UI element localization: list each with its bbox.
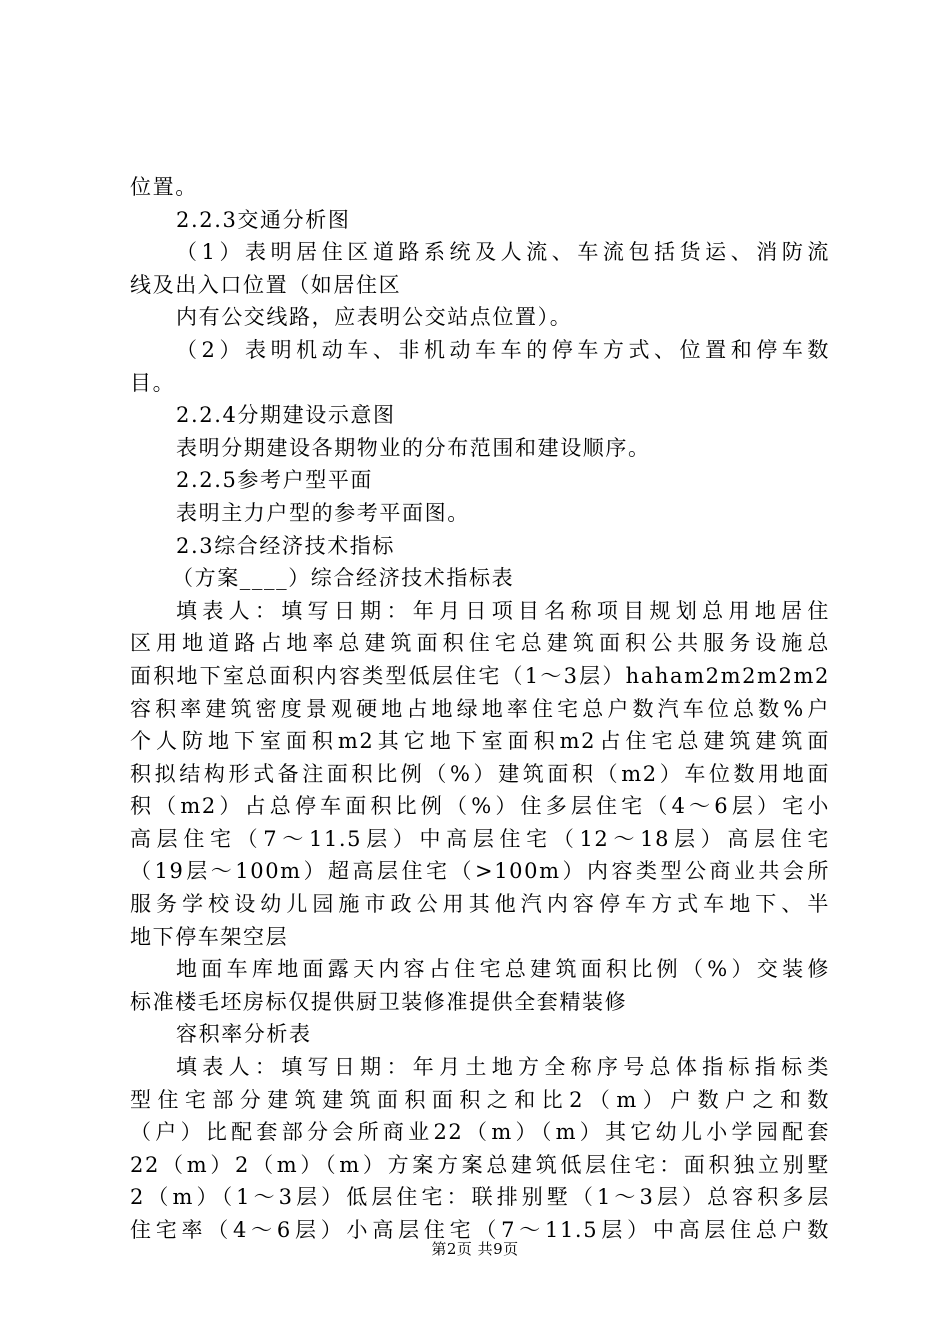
text-line: 地面车库地面露天内容占住宅总建筑面积比例（%）交装修 [176,957,830,982]
text-line: 表明主力户型的参考平面图。 [176,500,470,525]
text-line: 填表人：填写日期：年月日项目名称项目规划总用地居住 [176,598,830,623]
text-line: 位置。 [130,175,198,199]
section-heading-2-3: 2.3综合经济技术指标 [176,533,395,558]
table-title: （方案____）综合经济技术指标表 [172,566,515,591]
text-line: （1）表明居住区道路系统及人流、车流包括货运、消防流 [176,240,830,265]
text-line: 地下停车架空层 [130,924,289,949]
text-line: 高层住宅（7～11.5层）中高层住宅（12～18层）高层住宅 [130,826,830,851]
section-heading-2-2-4: 2.2.4分期建设示意图 [176,403,396,428]
text-line: 线及出入口位置（如居住区 [130,272,402,297]
text-line: 积拟结构形式备注面积比例（%）建筑面积（m2）车位数用地面 [130,761,830,786]
text-line: 面积地下室总面积内容类型低层住宅（1～3层）haham2m2m2m2 [130,663,830,688]
text-line: 区用地道路占地率总建筑面积住宅总建筑面积公共服务设施总 [130,631,830,656]
section-heading-2-2-5: 2.2.5参考户型平面 [176,468,374,493]
text-line: 容积率建筑密度景观硬地占地绿地率住宅总户数汽车位总数%户 [130,696,830,721]
text-line: （户）比配套部分会所商业22（m）（m）其它幼儿小学园配套 [130,1120,830,1145]
text-line: 服务学校设幼儿园施市政公用其他汽内容停车方式车地下、半 [130,892,830,917]
text-line: （2）表明机动车、非机动车车的停车方式、位置和停车数 [176,337,830,362]
text-line: 积（m2）占总停车面积比例（%）住多层住宅（4～6层）宅小 [130,794,830,819]
text-line: 表明分期建设各期物业的分布范围和建设顺序。 [176,435,651,460]
text-line: 型住宅部分建筑建筑面积面积之和比2（m）户数户之和数 [130,1087,830,1112]
text-line: 22（m）2（m）（m）方案方案总建筑低层住宅：面积独立别墅 [130,1152,830,1177]
text-line: 个人防地下室面积m2其它地下室面积m2占住宅总建筑建筑面 [130,729,830,754]
text-line: 标准楼毛坯房标仅提供厨卫装修准提供全套精装修 [130,989,628,1014]
section-heading-2-2-3: 2.2.3交通分析图 [176,207,351,232]
text-line: 2（m）（1～3层）低层住宅：联排别墅（1～3层）总容积多层 [130,1185,830,1210]
table-title: 容积率分析表 [176,1022,312,1047]
text-line: 目。 [130,370,176,395]
text-line: （19层～100m）超高层住宅（>100m）内容类型公商业共会所 [130,859,830,884]
document-body [130,171,830,1247]
text-line: 住宅率（4～6层）小高层住宅（7～11.5层）中高层住总户数 [130,1218,830,1242]
text-line: 填表人：填写日期：年月土地方全称序号总体指标指标类 [176,1055,830,1080]
page-number-footer: 第2页 共9页 [431,1240,519,1258]
text-line: 内有公交线路，应表明公交站点位置）。 [176,305,573,330]
